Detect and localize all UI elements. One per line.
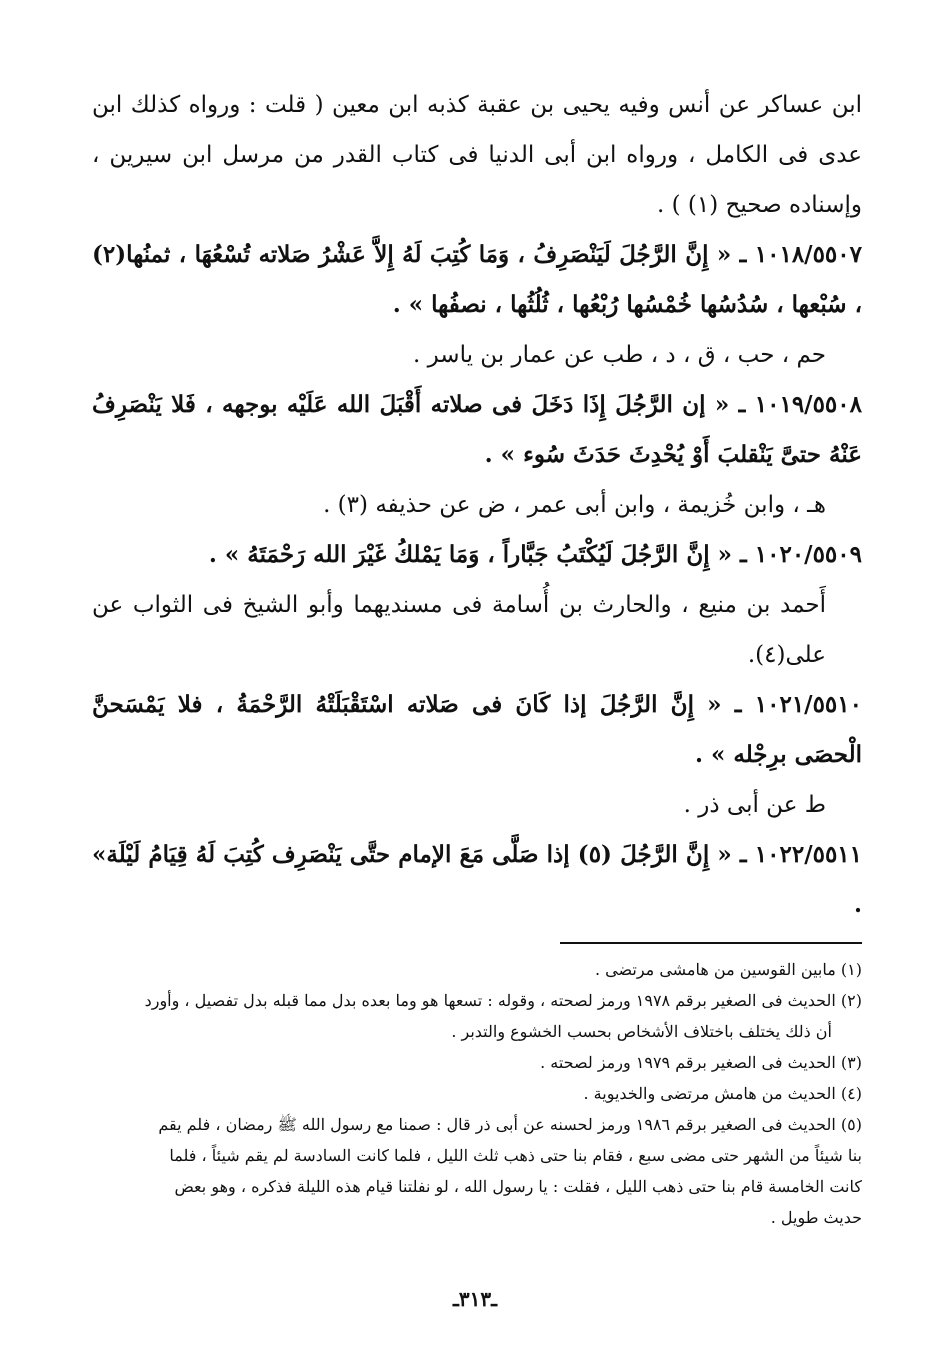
hadith-number: ١٠٢٠/٥٥٠٩ ـ [740,541,862,568]
hadith-text: « إِنَّ الرَّجُلَ إذا كَانَ فى صَلاته اسْتَقْبَلَتْهُ الرَّحْمَةُ ، فلا يَمْسَحنَّ الْحصَى برِجْله » . [92,691,862,768]
hadith-number: ١٠١٩/٥٥٠٨ ـ [738,391,862,418]
hadith-reference: أَحمد بن منيع ، والحارث بن أُسامة فى مسنديهما وأبو الشيخ فى الثواب عن على(٤). [92,592,826,668]
hadith-1022 [92,830,862,930]
hadith-1019 [92,380,862,480]
hadith-text: « إن الرَّجُلَ إِذَا دَخَلَ فى صلاته أَقْبَلَ الله عَلَيْه بوجهه ، فَلا يَنْصَرِفُ عَنْهُ حتىَّ يَنْقلبَ أَوْ يُحْدِثَ حَدَثَ سُوء » . [92,391,862,468]
footnote-5-line-2: بنا شيئاً من الشهر حتى مضى سبع ، فقام بنا حتى ذهب ثلث الليل ، فلما كانت السادسة لم يقم شيئاً ، فلما [169,1146,862,1165]
intro-line-2: عدى فى الكامل ، ورواه ابن أبى الدنيا فى كتاب القدر من مرسل ابن سيرين ، وإسناده صحيح (١) ) . [92,142,862,218]
hadith-1021 [92,680,862,780]
hadith-1018 [92,230,862,330]
hadith-1020 [92,530,862,580]
footnote-2: (٢) الحديث فى الصغير برقم ١٩٧٨ ورمز لصحته ، وقوله : تسعها هو وما بعده بدل مما قبله بدل تفصيل ، وأورد [144,991,862,1010]
footnote-4: (٤) الحديث من هامش مرتضى والخديوية . [583,1084,862,1103]
hadith-number: ١٠٢١/٥٥١٠ ـ [734,691,862,718]
hadith-number: ١٠٢٢/٥٥١١ ـ [739,841,863,868]
footnote-2-continued: أن ذلك يختلف باختلاف الأشخاص بحسب الخشوع والتدبر . [451,1022,832,1041]
footnote-5-line-4: حديث طويل . [770,1208,862,1227]
footnote-5-line-3: كانت الخامسة قام بنا حتى ذهب الليل ، فقلت : يا رسول الله ، لو نفلتنا قيام هذه الليلة فذكره ، وهو بعض [174,1177,862,1196]
footnotes [92,954,862,1233]
intro-paragraph [92,80,862,230]
footnote-divider [560,942,862,944]
footnote-5: (٥) الحديث فى الصغير برقم ١٩٨٦ ورمز لحسنه عن أبى ذر قال : صمنا مع رسول الله ﷺ رمضان ، فلم يقم [158,1115,862,1134]
main-text [92,80,862,930]
page-number: ـ٣١٣ـ [453,1287,497,1311]
hadith-text: « إِنَّ الرَّجُلَ لَيَنْصَرِفُ ، وَمَا كُتِبَ لَهُ إِلاَّ عَشْرُ صَلاته تُسْعُهَا ، ثمنُها(٢) ، سُبْعها ، سُدُسُها خُمْسُها رُبْعُها ، ثُلُثُها ، نصفُها » . [92,241,862,318]
hadith-reference: هـ ، وابن خُزيمة ، وابن أبى عمر ، ض عن حذيفه (٣) . [323,492,826,518]
intro-line-1: ابن عساكر عن أنس وفيه يحيى بن عقبة كذبه ابن معين ( قلت : ورواه كذلك ابن [92,92,862,118]
footnote-3: (٣) الحديث فى الصغير برقم ١٩٧٩ ورمز لصحته . [540,1053,862,1072]
hadith-text: « إِنَّ الرَّجُلَ (٥) إذا صَلَّى مَعَ الإمام حتَّى يَنْصَرِف كُتِبَ لَهُ قِيَامُ لَيْلَة» . [92,841,862,918]
footnote-1: (١) مابين القوسين من هامشى مرتضى . [595,960,862,979]
hadith-number: ١٠١٨/٥٥٠٧ ـ [739,241,862,268]
hadith-reference: حم ، حب ، ق ، د ، طب عن عمار بن ياسر . [412,342,826,368]
hadith-text: « إِنَّ الرَّجُلَ لَيُكْتَبُ جَبَّاراً ، وَمَا يَمْلكُ غَيْرَ الله رَحْمَتَهُ » . [208,541,732,568]
hadith-reference: ط عن أبى ذر . [683,792,826,818]
